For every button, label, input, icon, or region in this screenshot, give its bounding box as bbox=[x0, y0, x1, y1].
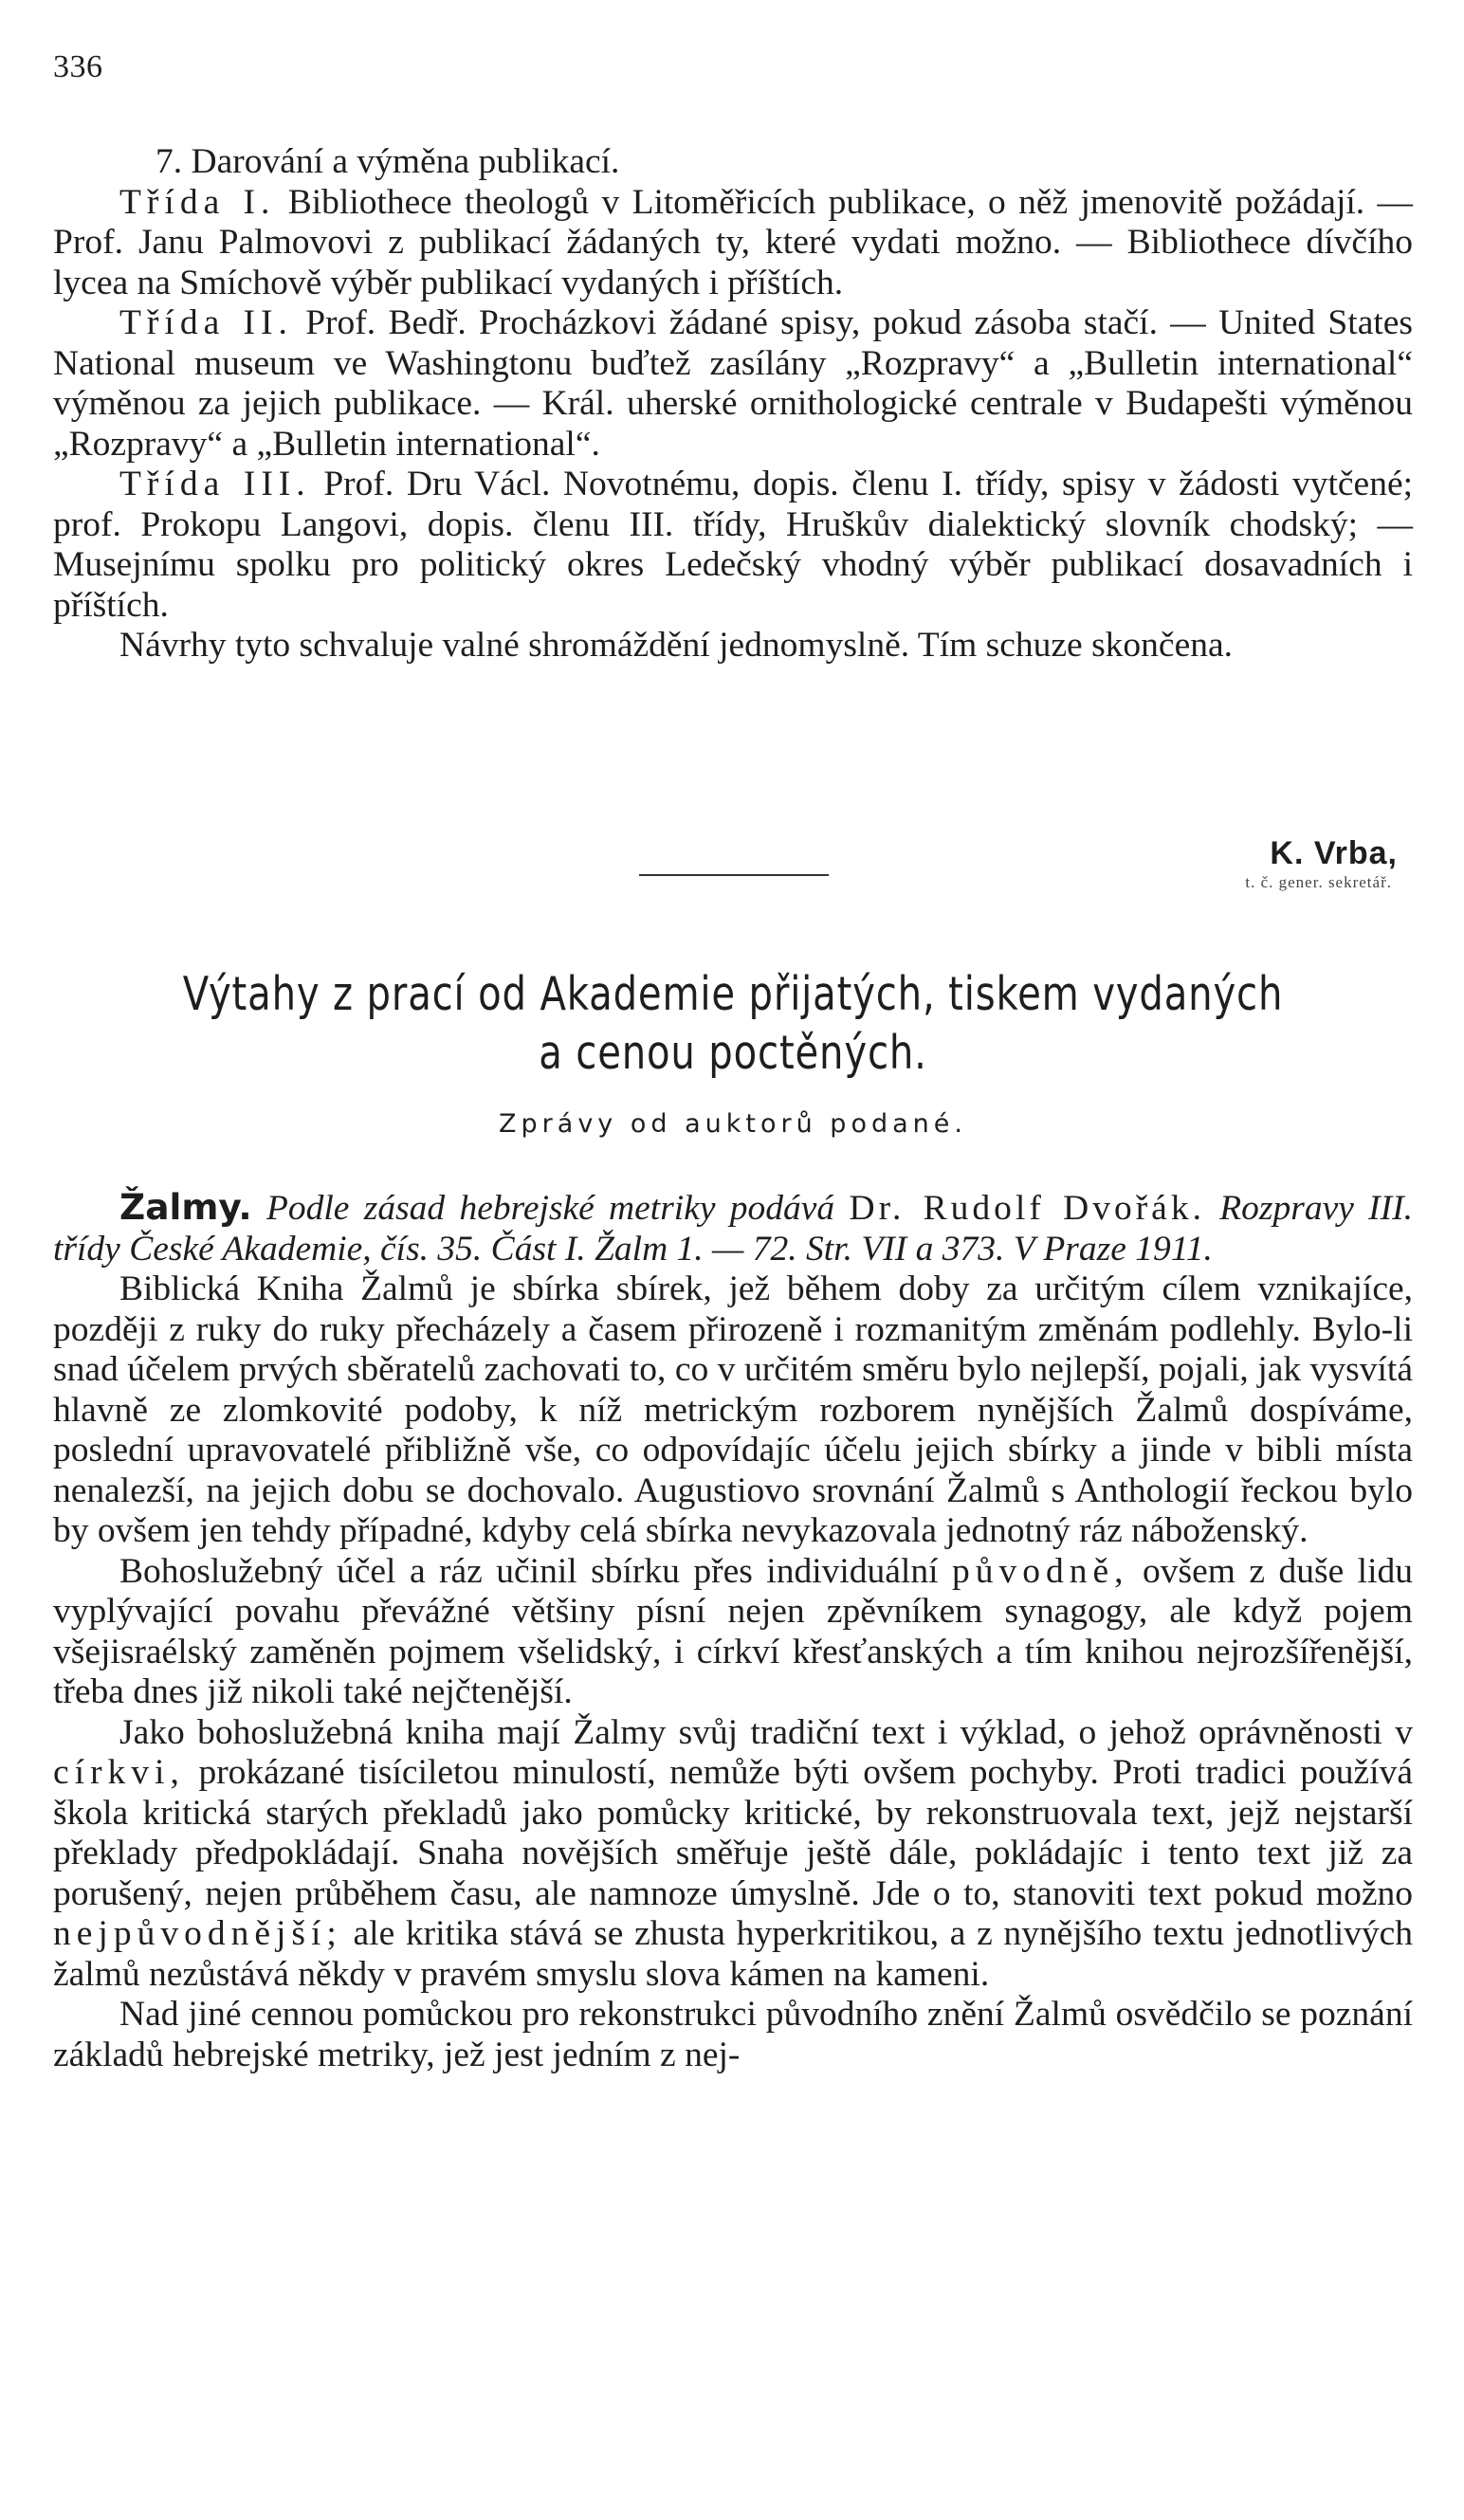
paragraph-2-emphasis: původně, bbox=[952, 1551, 1129, 1591]
article-subtitle: Podle zásad hebrejské metriky podává bbox=[265, 1189, 835, 1228]
signature-block bbox=[924, 834, 1398, 893]
article-author: Dr. Rudolf Dvořák. bbox=[849, 1189, 1205, 1228]
paragraph-3-emphasis-1: církvi, bbox=[53, 1753, 185, 1792]
class-2-paragraph bbox=[53, 303, 1413, 465]
article-psalms bbox=[53, 1187, 1413, 2075]
paragraph-3-part-a: Jako bohoslužebná kniha mají Žalmy svůj tradiční text i výklad, o jehož oprávněnosti v bbox=[119, 1712, 1413, 1752]
class-2-label: Třída II. bbox=[119, 303, 293, 342]
class-3-paragraph bbox=[53, 465, 1413, 626]
paragraph-1: Biblická Kniha Žalmů je sbírka sbírek, jež během doby za určitým cílem vznikajíce, později z ruky do ruky přecházely a časem přirozeně i rozmanitým změnám podlehly. Bylo-li snad účelem prvých sběratelů zachovati to, co v určitém směru bylo nejlepší, pojali, jak vysvítá hlavně ze zlomkovité podoby, k níž metrickým rozborem nynějších Žalmů dospíváme, poslední upravovatelé přibližně vše, co odpovídajíc účelu jejich sbírky a jinde v bibli místa nenalezší, na jejich dobu se dochovalo. Augustiovo srovnání Žalmů s Anthologií řeckou bylo by ovšem jen tehdy případné, kdyby celá sbírka nevykazovala jednotný ráz náboženský. bbox=[53, 1269, 1413, 1550]
class-1-paragraph bbox=[53, 183, 1413, 304]
closing-paragraph: Návrhy tyto schvaluje valné shromáždění jednomyslně. Tím schuze skončena. bbox=[119, 626, 1233, 665]
signature-role: t. č. gener. sekretář. bbox=[1245, 873, 1392, 891]
class-2-text: Prof. Bedř. Procházkovi žádané spisy, pokud zásoba stačí. — United States National museum ve Washingtonu buďtež zasílány „Rozpravy“ a „Bulletin international“ výměnou za jejich publikace. — Král. uherské ornithologické centrale v Budapešti výměnou „Rozpravy“ a „Bulletin international“. bbox=[53, 303, 1414, 464]
class-3-text: Prof. Dru Václ. Novotnému, dopis. členu I. třídy, spisy v žádosti vytčené; prof. Prokopu Langovi, dopis. členu III. třídy, Hruškův dialektický slovník chodský; — Musejnímu spolku pro politický okres Ledečský vhodný výběr publikací dosavadních i příštích. bbox=[53, 465, 1414, 625]
page-number: 336 bbox=[53, 49, 103, 84]
article-reference: Rozpravy III. třídy České Akademie, čís. 35. Část I. Žalm 1. — 72. Str. VII a 373. V Praze 1911. bbox=[53, 1189, 1414, 1269]
paragraph-3-part-b: prokázané tisíciletou minulostí, nemůže býti ovšem pochyby. Proti tradici používá škola kritická starých překladů jako pomůcky kritické, by rekonstruovala text, jejž nejstarší překlady předpokládají. Snaha novějších směřuje ještě dále, pokládajíc i tento text již za porušený, nejen průběhem času, ale namnoze úmyslně. Jde o to, stanoviti text pokud možno bbox=[53, 1753, 1413, 1913]
section-title bbox=[175, 965, 1290, 1083]
paragraph-3-part-c: ale kritika stává se zhusta hyperkritikou, a z nynějšího textu jednotlivých žalmů nezůstává někdy v pravém smyslu slova kámen na kameni. bbox=[53, 1914, 1414, 1994]
divider-rule bbox=[639, 874, 829, 876]
section-subtitle: Zprávy od auktorů podané. bbox=[499, 1109, 967, 1139]
signature-name: K. Vrba, bbox=[1270, 835, 1398, 871]
section-title-line-2: a cenou poctěných. bbox=[539, 1026, 927, 1080]
paragraph-3 bbox=[53, 1713, 1413, 1996]
paragraph-2-part-b: ovšem z duše lidu vyplývající povahu převážné většiny písní nejen zpěvníkem synagogy, ale když pojem všejisraélský zaměněn pojmem všelidský, i církví křesťanských a tím knihou nejrozšířenější, třeba dnes již nikoli také nejčtenější. bbox=[53, 1551, 1414, 1711]
paragraph-2 bbox=[53, 1552, 1413, 1713]
class-3-label: Třída III. bbox=[119, 465, 311, 503]
paragraph-4: Nad jiné cennou pomůckou pro rekonstrukci původního znění Žalmů osvědčilo se poznání základů hebrejské metriky, jež jest jedním z nej- bbox=[53, 1995, 1413, 2074]
class-1-text: Bibliothece theologů v Litoměřicích publikace, o něž jmenovitě požádají. — Prof. Janu Palmovovi z publikací žádaných ty, které vydati možno. — Bibliothece dívčího lycea na Smíchově výběr publikací vydaných i příštích. bbox=[53, 182, 1413, 302]
class-1-label: Třída I. bbox=[119, 182, 276, 222]
section-title-line-1: Výtahy z prací od Akademie přijatých, tiskem vydaných bbox=[182, 967, 1284, 1021]
section-7-donations bbox=[53, 142, 1413, 667]
article-header bbox=[53, 1187, 1413, 1269]
paragraph-2-part-a: Bohoslužebný účel a ráz učinil sbírku přes individuální bbox=[119, 1551, 939, 1591]
article-title: Žalmy. bbox=[119, 1186, 252, 1228]
section-7-heading: 7. Darování a výměna publikací. bbox=[156, 142, 620, 181]
paragraph-3-emphasis-2: nejpůvodnější; bbox=[53, 1914, 342, 1953]
